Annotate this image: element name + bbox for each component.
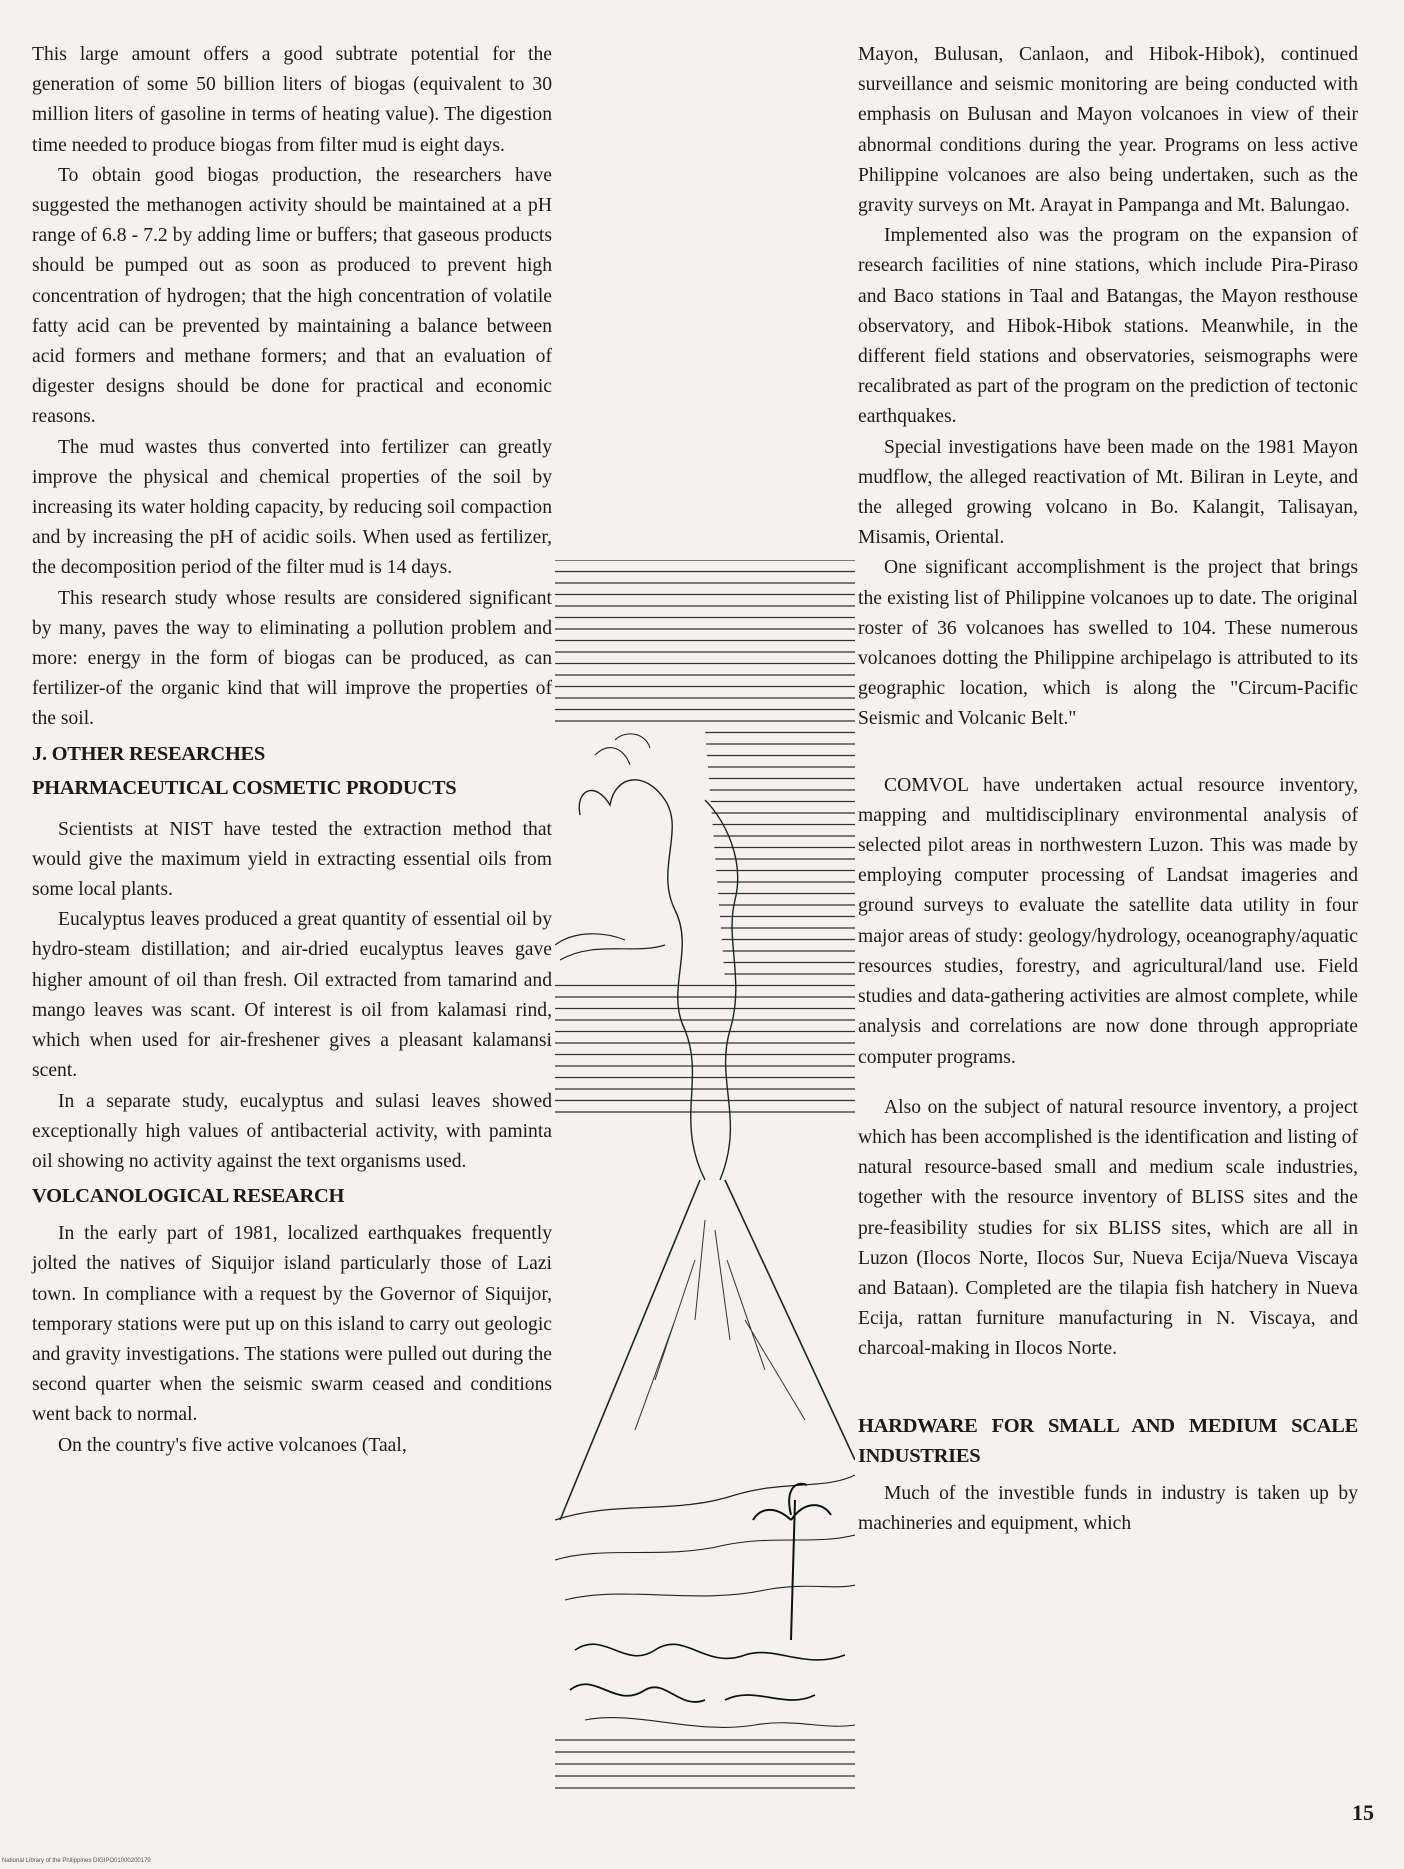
right-column	[858, 40, 1358, 1539]
paragraph-nist-extraction: Scientists at NIST have tested the extraction method that would give the maximum yield in extracting essential oils from some local plants.	[32, 818, 552, 901]
paragraph-special-investigations: Special investigations have been made on the 1981 Mayon mudflow, the alleged reactivation of Mt. Biliran in Leyte, and the alleged growing volcano in Bo. Kalangit, Talisayan, Misamis, Oriental.	[858, 436, 1358, 549]
paragraph-comvol: COMVOL have undertaken actual resource inventory, mapping and multidisciplinary environmental analysis of selected pilot areas in northwestern Luzon. This was made by employing computer processing of Landsat imageries and ground surveys to evaluate the satellite data utility in four major areas of study: geology/hydrology, oceanography/aquatic resources studies, forestry, and agricultural/land use. Field studies and data-gathering activities are almost complete, while analysis and correlations are now done through appropriate computer programs.	[858, 774, 1358, 1068]
page-number: 15	[1352, 1800, 1374, 1825]
left-column	[32, 40, 552, 1461]
paragraph-active-volcanoes: On the country's five active volcanoes (Taal,	[58, 1434, 407, 1456]
heading-hardware: HARDWARE FOR SMALL AND MEDIUM SCALE INDUSTRIES	[858, 1414, 1358, 1467]
paragraph-antibacterial: In a separate study, eucalyptus and sulasi leaves showed exceptionally high values of antibacterial activity, with paminta oil showing no activity against the text organisms used.	[32, 1090, 552, 1172]
paragraph-volcano-list: One significant accomplishment is the project that brings the existing list of Philippine volcanoes up to date. The original roster of 36 volcanoes has swelled to 104. These numerous volcanoes dotting the Philippine archipelago is attributed to its geographic location, which is along the "Circum-Pacific Seismic and Volcanic Belt."	[858, 557, 1358, 730]
paragraph-investible-funds: Much of the investible funds in industry is taken up by machineries and equipment, which	[858, 1482, 1358, 1534]
paragraph-biogas-production: To obtain good biogas production, the researchers have suggested the methanogen activity should be maintained at a pH range of 6.8 - 7.2 by adding lime or buffers; that gaseous products should be pumped out as soon as produced to prevent high concentration of hydrogen; that the high concentration of volatile fatty acid can be prevented by maintaining a balance between acid formers and methane formers; and that an evaluation of digester designs should be done for practical and economic reasons.	[32, 164, 552, 428]
archive-footer: National Library of the Philippines DIGIPO01000200179	[2, 1858, 151, 1864]
paragraph-resource-inventory: Also on the subject of natural resource inventory, a project which has been accomplished is the identification and listing of natural resource-based small and medium scale industries, together with the resource inventory of BLISS sites and the pre-feasibility studies for six BLISS sites, which are all in Luzon (Ilocos Norte, Ilocos Sur, Nueva Ecija/Nueva Viscaya and Bataan). Completed are the tilapia fish hatchery in Nueva Ecija, rattan furniture manufacturing in N. Viscaya, and charcoal-making in Ilocos Norte.	[858, 1096, 1358, 1360]
heading-other-researches: J. OTHER RESEARCHES	[32, 742, 265, 765]
volcano-drawing	[555, 560, 855, 1790]
paragraph-research-facilities: Implemented also was the program on the expansion of research facilities of nine stations, which include Pira-Piraso and Baco stations in Taal and Batangas, the Mayon resthouse observatory, and Hibok-Hibok stations. Meanwhile, in the different field stations and observatories, seismographs were recalibrated as part of the program on the prediction of tectonic earthquakes.	[858, 225, 1358, 428]
paragraph-surveillance: Mayon, Bulusan, Canlaon, and Hibok-Hibok), continued surveillance and seismic monitoring are being conducted with emphasis on Bulusan and Mayon volcanoes in view of their abnormal conditions during the year. Programs on less active Philippine volcanoes are also being undertaken, such as the gravity surveys on Mt. Arayat in Pampanga and Mt. Balungao.	[858, 44, 1358, 217]
volcano-illustration	[555, 560, 855, 1790]
paragraph-research-significance: This research study whose results are considered significant by many, paves the way to eliminating a pollution problem and more: energy in the form of biogas can be produced, as can fertilizer-of the organic kind that will improve the properties of the soil.	[32, 587, 552, 730]
paragraph-siquijor: In the early part of 1981, localized earthquakes frequently jolted the natives of Siquijor island particularly those of Lazi town. In compliance with a request by the Governor of Siquijor, temporary stations were put up on this island to carry out geologic and gravity investigations. The stations were pulled out during the second quarter when the seismic swarm ceased and conditions went back to normal.	[32, 1223, 552, 1426]
paragraph-biogas-potential: This large amount offers a good subtrate potential for the generation of some 50 billion liters of biogas (equivalent to 30 million liters of gasoline in terms of heating value). The digestion time needed to produce biogas from filter mud is eight days.	[32, 44, 552, 156]
heading-volcanological: VOLCANOLOGICAL RESEARCH	[32, 1185, 345, 1208]
heading-pharmaceutical: PHARMACEUTICAL COSMETIC PRODUCTS	[32, 776, 457, 799]
paragraph-fertilizer: The mud wastes thus converted into fertilizer can greatly improve the physical and chemical properties of the soil by increasing its water holding capacity, by reducing soil compaction and by increasing the pH of acidic soils. When used as fertilizer, the decomposition period of the filter mud is 14 days.	[32, 436, 552, 579]
paragraph-eucalyptus: Eucalyptus leaves produced a great quantity of essential oil by hydro-steam distillation; and air-dried eucalyptus leaves gave higher amount of oil than fresh. Oil extracted from tamarind and mango leaves was scant. Of interest is oil from kalamasi rind, which when used for air-freshener gives a pleasant kalamansi scent.	[32, 909, 552, 1082]
